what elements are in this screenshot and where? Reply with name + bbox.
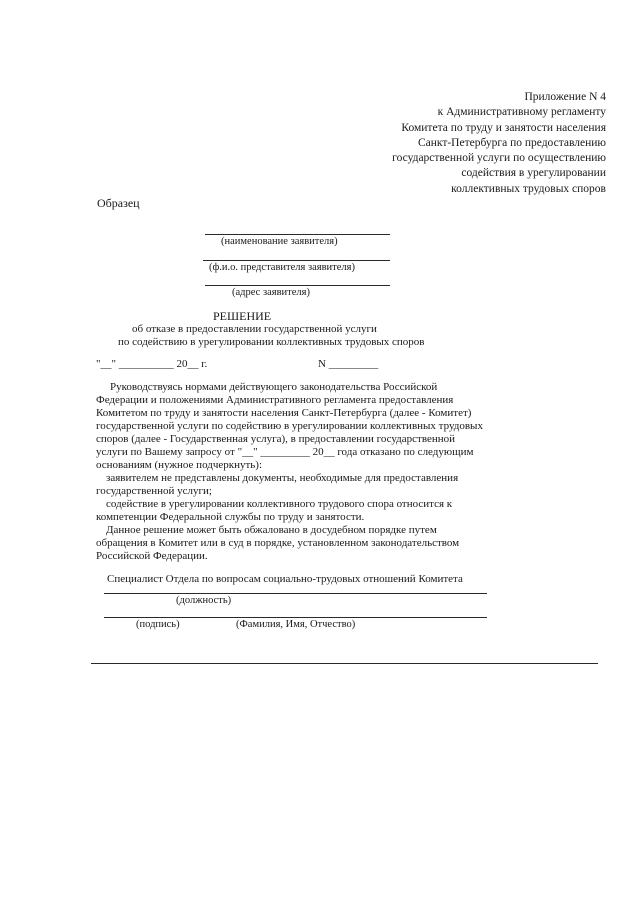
representative-line <box>203 260 390 261</box>
appeal-text: обращения в Комитет или в суд в порядке, установленном законодательством <box>96 537 460 549</box>
header-line: коллективных трудовых споров <box>451 182 606 195</box>
appendix-header <box>392 90 606 197</box>
body-text: основаниям (нужное подчеркнуть): <box>96 459 263 471</box>
position-caption: (должность) <box>176 595 232 606</box>
signature-caption: (подпись) <box>136 619 180 630</box>
body-text: Комитетом по труду и занятости населения Санкт-Петербурга (далее - Комитет) <box>96 407 472 419</box>
sample-label: Образец <box>97 196 140 210</box>
specialist-title: Специалист Отдела по вопросам социально-трудовых отношений Комитета <box>107 573 463 585</box>
header-line: государственной услуги по осуществлению <box>392 152 606 165</box>
signature-line <box>104 617 487 618</box>
applicant-name-caption: (наименование заявителя) <box>221 236 338 247</box>
body-text: Федерации и положениями Административного регламента предоставления <box>96 394 454 406</box>
address-line <box>205 285 390 286</box>
position-line <box>104 593 487 594</box>
header-line: содействия в урегулировании <box>461 167 606 180</box>
representative-caption: (ф.и.о. представителя заявителя) <box>209 262 355 273</box>
header-line: к Административному регламенту <box>437 106 606 119</box>
body-text: Руководствуясь нормами действующего законодательства Российской <box>110 381 438 393</box>
appeal-text: Российской Федерации. <box>96 550 208 562</box>
header-line: Санкт-Петербурга по предоставлению <box>417 136 606 149</box>
appeal-text: Данное решение может быть обжаловано в досудебном порядке путем <box>106 524 437 536</box>
decision-number: N _________ <box>318 358 379 370</box>
decision-date: "__" __________ 20__ г. <box>96 358 208 370</box>
reason-item: государственной услуги; <box>96 485 212 497</box>
decision-subtitle: по содействию в урегулировании коллективных трудовых споров <box>118 336 425 348</box>
bottom-rule <box>91 663 598 664</box>
reason-item: компетенции Федеральной службы по труду и занятости. <box>96 511 365 523</box>
address-caption: (адрес заявителя) <box>232 287 310 298</box>
applicant-name-line <box>205 234 390 235</box>
body-text: услуги по Вашему запросу от "__" _________ 20__ года отказано по следующим <box>96 446 474 458</box>
body-text: государственной услуги по содействию в урегулировании коллективных трудовых <box>96 420 483 432</box>
decision-title: РЕШЕНИЕ <box>213 309 272 323</box>
reason-item: заявителем не представлены документы, необходимые для предоставления <box>106 472 459 484</box>
full-name-caption: (Фамилия, Имя, Отчество) <box>236 619 356 630</box>
reason-item: содействие в урегулировании коллективного трудового спора относится к <box>106 498 453 510</box>
body-text: споров (далее - Государственная услуга), в предоставлении государственной <box>96 433 456 445</box>
header-line: Приложение N 4 <box>524 91 606 103</box>
header-line: Комитета по труду и занятости населения <box>401 121 606 134</box>
decision-subtitle: об отказе в предоставлении государственной услуги <box>132 323 377 335</box>
